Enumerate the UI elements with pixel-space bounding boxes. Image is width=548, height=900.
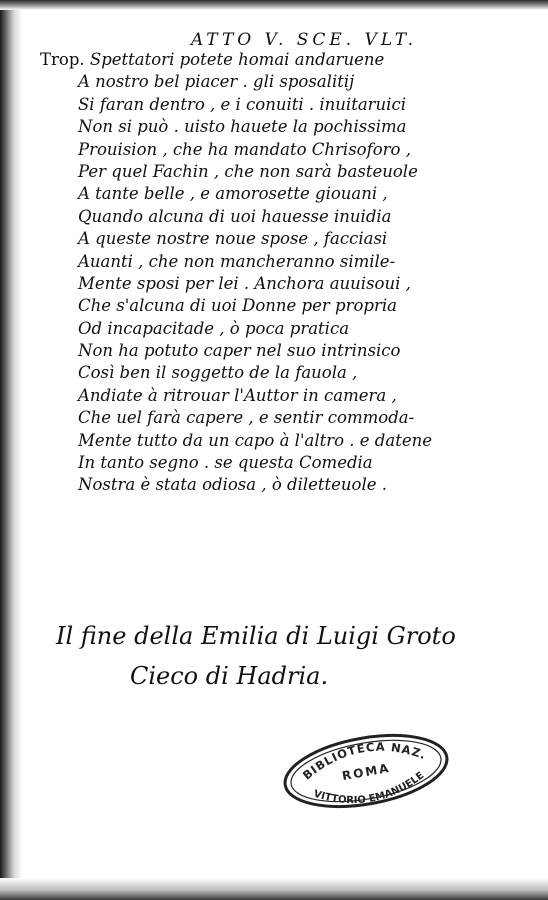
verse-line: Non si può . uisto hauete la pochissima	[78, 117, 407, 137]
colophon	[50, 616, 510, 696]
verse-line: Auanti , che non mancheranno simile-	[78, 251, 396, 271]
verse-line-text: Spettatori potete homai andaruene	[89, 50, 385, 69]
verse-line: A queste nostre noue spose , facciasi	[78, 229, 388, 249]
stamp-bottom-text: VITTORIO EMANUELE	[312, 770, 427, 807]
verse-line: In tanto segno . se questa Comedia	[78, 453, 373, 473]
book-gutter-shadow	[0, 0, 22, 900]
verse-line: Che s'alcuna di uoi Donne per propria	[78, 296, 397, 316]
verse-line: Si faran dentro , e i conuiti . inuitaruici	[78, 94, 406, 114]
stamp-middle-text: ROMA	[340, 760, 392, 784]
verse-line: A nostro bel piacer . gli sposalitij	[78, 72, 355, 92]
verse-line: Od incapacitade , ò poca pratica	[78, 318, 350, 338]
verse-block	[40, 49, 530, 497]
verse-line: A tante belle , e amorosette giouani ,	[78, 184, 388, 204]
speaker-name: Trop.	[40, 50, 85, 69]
verse-line: Mente sposi per lei . Anchora auuisoui ,	[78, 273, 411, 293]
colophon-line-2: Cieco di Hadria.	[130, 662, 329, 690]
page-top-edge	[0, 0, 548, 10]
verse-line: Andiate à ritrouar l'Auttor in camera ,	[78, 385, 397, 405]
verse-line	[40, 49, 530, 71]
verse-line: Non ha potuto caper nel suo intrinsico	[78, 341, 401, 361]
verse-line: Mente tutto da un capo à l'altro . e datene	[78, 430, 432, 450]
verse-line: Nostra è stata odiosa , ò diletteuole .	[78, 475, 388, 495]
page-bottom-edge	[0, 878, 548, 900]
running-head: ATTO V. SCE. VLT.	[190, 30, 418, 50]
verse-line: Prouision , che ha mandato Chrisoforo ,	[78, 139, 411, 159]
verse-line: Quando alcuna di uoi hauesse inuidia	[78, 206, 392, 226]
verse-line: Per quel Fachin , che non sarà basteuole	[78, 161, 418, 181]
verse-line: Così ben il soggetto de la fauola ,	[78, 363, 358, 383]
library-stamp	[275, 721, 457, 822]
verse-line: Che uel farà capere , e sentir commoda-	[78, 408, 415, 428]
stamp-top-text: BIBLIOTECA NAZ.	[299, 739, 429, 783]
colophon-line-1: Il fine della Emilia di Luigi Groto	[56, 622, 456, 650]
